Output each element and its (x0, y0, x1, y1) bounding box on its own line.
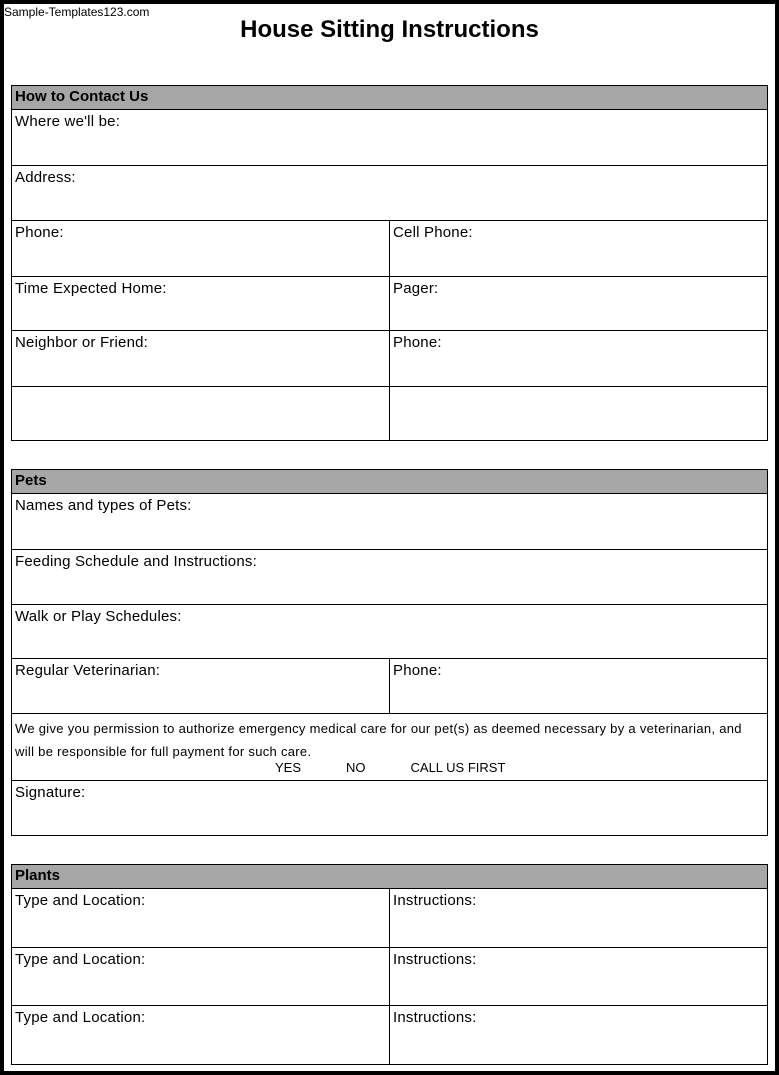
page-title: House Sitting Instructions (240, 16, 539, 43)
pets-section (11, 469, 768, 836)
choice-call-first[interactable]: CALL US FIRST (410, 760, 506, 775)
choice-yes[interactable]: YES (275, 760, 302, 775)
plant-instructions-field[interactable]: Instructions: (393, 892, 477, 909)
signature-row (12, 781, 767, 835)
plant-instructions-field[interactable]: Instructions: (393, 951, 477, 968)
neighbor-phone-field[interactable]: Phone: (393, 334, 442, 351)
plant-row (12, 948, 767, 1006)
vet-row (12, 659, 767, 714)
feeding-field[interactable]: Feeding Schedule and Instructions: (15, 553, 257, 570)
plant-instructions-field[interactable]: Instructions: (393, 1009, 477, 1026)
permission-row (12, 714, 767, 781)
vet-field[interactable]: Regular Veterinarian: (12, 659, 390, 713)
extra-right-field[interactable] (390, 387, 767, 440)
time-home-field[interactable]: Time Expected Home: (12, 277, 390, 330)
signature-field[interactable]: Signature: (15, 784, 86, 801)
plants-header: Plants (12, 865, 767, 889)
permission-text: We give you permission to authorize emergency medical care for our pet(s) as deemed necessary by a veterinarian, and will be responsible for full payment for such care. (15, 721, 742, 759)
watermark: Sample-Templates123.com (4, 5, 150, 19)
pet-names-row (12, 494, 767, 550)
pets-header: Pets (12, 470, 767, 494)
neighbor-row (12, 331, 767, 387)
plants-section (11, 864, 768, 1065)
extra-row (12, 387, 767, 440)
pager-field[interactable]: Pager: (393, 280, 439, 297)
walk-row (12, 605, 767, 659)
plant-type-field[interactable]: Type and Location: (12, 1006, 390, 1064)
where-field[interactable]: Where we'll be: (15, 113, 121, 130)
contact-header: How to Contact Us (12, 86, 767, 110)
choice-no[interactable]: NO (346, 760, 366, 775)
form-page (4, 4, 775, 1071)
address-field[interactable]: Address: (15, 169, 76, 186)
plant-row (12, 1006, 767, 1064)
neighbor-field[interactable]: Neighbor or Friend: (12, 331, 390, 386)
phone-row (12, 221, 767, 277)
address-row (12, 166, 767, 221)
walk-field[interactable]: Walk or Play Schedules: (15, 608, 182, 625)
vet-phone-field[interactable]: Phone: (393, 662, 442, 679)
time-row (12, 277, 767, 331)
extra-left-field[interactable] (12, 387, 390, 440)
cell-phone-field[interactable]: Cell Phone: (393, 224, 473, 241)
pet-names-field[interactable]: Names and types of Pets: (15, 497, 192, 514)
plant-type-field[interactable]: Type and Location: (12, 948, 390, 1005)
phone-field[interactable]: Phone: (12, 221, 390, 276)
plant-row (12, 889, 767, 948)
contact-section (11, 85, 768, 441)
feeding-row (12, 550, 767, 605)
plant-type-field[interactable]: Type and Location: (12, 889, 390, 947)
where-row (12, 110, 767, 166)
